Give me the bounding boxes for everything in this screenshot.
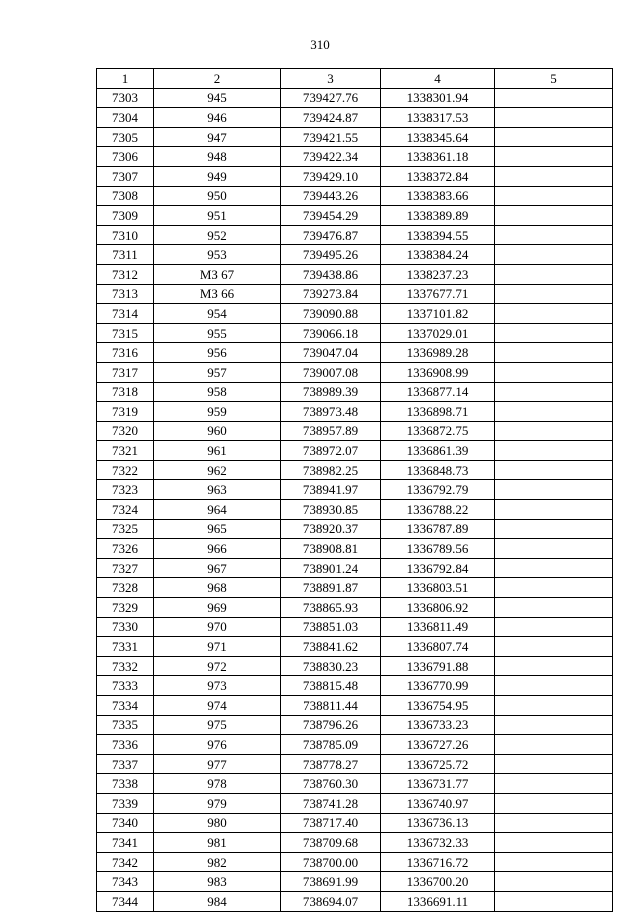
table-row [97, 108, 613, 128]
table-cell: 962 [154, 460, 281, 480]
table-cell: 948 [154, 147, 281, 167]
table-cell [495, 558, 613, 578]
table-cell: 739424.87 [281, 108, 381, 128]
table-cell: 7325 [97, 519, 154, 539]
table-cell: 739090.88 [281, 304, 381, 324]
table-cell: 739421.55 [281, 127, 381, 147]
table-row [97, 578, 613, 598]
table-cell [495, 735, 613, 755]
table-cell: 973 [154, 676, 281, 696]
table-cell: 976 [154, 735, 281, 755]
table-cell: 7310 [97, 225, 154, 245]
table-cell [495, 519, 613, 539]
table-body [97, 88, 613, 911]
table-cell: 1336700.20 [381, 872, 495, 892]
table-cell: 1336789.56 [381, 539, 495, 559]
table-cell: 738815.48 [281, 676, 381, 696]
table-cell: 1338389.89 [381, 206, 495, 226]
table-row [97, 323, 613, 343]
table-cell [495, 598, 613, 618]
table-cell: 7343 [97, 872, 154, 892]
table-row [97, 500, 613, 520]
table-cell: 7338 [97, 774, 154, 794]
table-cell: 7324 [97, 500, 154, 520]
table-cell: 1338317.53 [381, 108, 495, 128]
table-cell: 7339 [97, 793, 154, 813]
table-cell: 978 [154, 774, 281, 794]
table-row [97, 264, 613, 284]
table-cell: 955 [154, 323, 281, 343]
table-cell: 7321 [97, 441, 154, 461]
table-cell: 738901.24 [281, 558, 381, 578]
table-cell: 969 [154, 598, 281, 618]
table-cell: 7307 [97, 166, 154, 186]
table-cell: 7311 [97, 245, 154, 265]
column-header: 2 [154, 69, 281, 89]
table-cell: 977 [154, 754, 281, 774]
table-cell: 738691.99 [281, 872, 381, 892]
table-cell: 7315 [97, 323, 154, 343]
table-cell: МЗ 66 [154, 284, 281, 304]
table-cell: 1336792.79 [381, 480, 495, 500]
table-cell: 739047.04 [281, 343, 381, 363]
table-cell [495, 402, 613, 422]
table-cell: 1336740.97 [381, 793, 495, 813]
table-cell: 7327 [97, 558, 154, 578]
table-cell: 738957.89 [281, 421, 381, 441]
table-cell: 739438.86 [281, 264, 381, 284]
table-cell: 738982.25 [281, 460, 381, 480]
table-cell: 7314 [97, 304, 154, 324]
table-cell: 739429.10 [281, 166, 381, 186]
table-cell [495, 793, 613, 813]
table-cell [495, 891, 613, 911]
table-cell: 1338394.55 [381, 225, 495, 245]
table-cell: 1336770.99 [381, 676, 495, 696]
table-row [97, 362, 613, 382]
table-cell: 7333 [97, 676, 154, 696]
table-cell: 961 [154, 441, 281, 461]
table-cell: 1336733.23 [381, 715, 495, 735]
table-row [97, 441, 613, 461]
table-cell: 1336872.75 [381, 421, 495, 441]
table-row [97, 754, 613, 774]
table-cell: 7335 [97, 715, 154, 735]
table-cell: 1336908.99 [381, 362, 495, 382]
table-cell: 946 [154, 108, 281, 128]
table-cell: 738717.40 [281, 813, 381, 833]
table-cell: 1336727.26 [381, 735, 495, 755]
table-row [97, 343, 613, 363]
table-cell [495, 833, 613, 853]
table-cell: 1336716.72 [381, 852, 495, 872]
table-cell: 1336806.92 [381, 598, 495, 618]
table-cell: 7306 [97, 147, 154, 167]
table-cell [495, 421, 613, 441]
table-row [97, 147, 613, 167]
table-cell: 7344 [97, 891, 154, 911]
table-cell [495, 225, 613, 245]
table-cell [495, 166, 613, 186]
table-cell: 1336754.95 [381, 696, 495, 716]
table-cell: 738796.26 [281, 715, 381, 735]
table-cell: 1338361.18 [381, 147, 495, 167]
table-cell: 1336732.33 [381, 833, 495, 853]
table-cell: 1336848.73 [381, 460, 495, 480]
table-row [97, 696, 613, 716]
table-cell: 7334 [97, 696, 154, 716]
table-cell: 7318 [97, 382, 154, 402]
table-cell: 960 [154, 421, 281, 441]
table-cell: 1337029.01 [381, 323, 495, 343]
table-cell: 983 [154, 872, 281, 892]
column-header: 4 [381, 69, 495, 89]
table-row [97, 891, 613, 911]
table-header-row [97, 69, 613, 89]
table-cell: 1336736.13 [381, 813, 495, 833]
table-cell: 967 [154, 558, 281, 578]
table-row [97, 813, 613, 833]
table-row [97, 558, 613, 578]
table-cell: 7331 [97, 637, 154, 657]
table-row [97, 872, 613, 892]
table-row [97, 715, 613, 735]
table-cell: 7337 [97, 754, 154, 774]
table-cell: 1338383.66 [381, 186, 495, 206]
table-cell: 1337101.82 [381, 304, 495, 324]
table-cell: 738908.81 [281, 539, 381, 559]
table-row [97, 245, 613, 265]
table-cell: 738930.85 [281, 500, 381, 520]
table-cell: 968 [154, 578, 281, 598]
table-cell [495, 480, 613, 500]
table-cell: 7326 [97, 539, 154, 559]
table-cell [495, 774, 613, 794]
table-cell: 954 [154, 304, 281, 324]
table-cell: 1338372.84 [381, 166, 495, 186]
table-cell [495, 656, 613, 676]
table-cell: 738830.23 [281, 656, 381, 676]
table-cell: 1336691.11 [381, 891, 495, 911]
table-cell: 975 [154, 715, 281, 735]
table-row [97, 304, 613, 324]
table-cell: 738700.00 [281, 852, 381, 872]
table-row [97, 460, 613, 480]
table-cell: 982 [154, 852, 281, 872]
table-cell: 7328 [97, 578, 154, 598]
coordinates-table [96, 68, 613, 912]
table-cell: 7341 [97, 833, 154, 853]
table-cell: 980 [154, 813, 281, 833]
table-row [97, 656, 613, 676]
table-cell: 7322 [97, 460, 154, 480]
table-cell: 1336725.72 [381, 754, 495, 774]
table-cell: 7309 [97, 206, 154, 226]
table-cell [495, 284, 613, 304]
table-cell [495, 127, 613, 147]
table-cell: 739427.76 [281, 88, 381, 108]
table-cell [495, 813, 613, 833]
table-cell: 1336787.89 [381, 519, 495, 539]
table-cell: 974 [154, 696, 281, 716]
table-cell: 738841.62 [281, 637, 381, 657]
table-row [97, 617, 613, 637]
table-cell [495, 206, 613, 226]
table-cell [495, 108, 613, 128]
table-row [97, 284, 613, 304]
table-cell: 738785.09 [281, 735, 381, 755]
table-cell: МЗ 67 [154, 264, 281, 284]
table-row [97, 186, 613, 206]
table-cell: 1336792.84 [381, 558, 495, 578]
table-cell: 7319 [97, 402, 154, 422]
table-cell: 1338384.24 [381, 245, 495, 265]
table-cell: 7304 [97, 108, 154, 128]
table-cell: 738741.28 [281, 793, 381, 813]
table-cell: 981 [154, 833, 281, 853]
table-cell: 7323 [97, 480, 154, 500]
table-cell: 7340 [97, 813, 154, 833]
table-row [97, 480, 613, 500]
table-cell: 739007.08 [281, 362, 381, 382]
table-cell [495, 147, 613, 167]
table-cell: 7329 [97, 598, 154, 618]
table-cell: 1336877.14 [381, 382, 495, 402]
table-row [97, 852, 613, 872]
table-cell [495, 539, 613, 559]
table-row [97, 206, 613, 226]
table-cell: 739066.18 [281, 323, 381, 343]
table-cell: 966 [154, 539, 281, 559]
table-cell: 7313 [97, 284, 154, 304]
table-row [97, 421, 613, 441]
table-cell: 951 [154, 206, 281, 226]
table-cell: 958 [154, 382, 281, 402]
table-cell [495, 637, 613, 657]
table-row [97, 833, 613, 853]
table-cell [495, 696, 613, 716]
table-cell: 7303 [97, 88, 154, 108]
table-cell: 959 [154, 402, 281, 422]
table-cell: 738920.37 [281, 519, 381, 539]
table-cell [495, 304, 613, 324]
table-row [97, 676, 613, 696]
table-cell: 984 [154, 891, 281, 911]
table-row [97, 519, 613, 539]
table-cell: 950 [154, 186, 281, 206]
table-cell: 1338237.23 [381, 264, 495, 284]
table-cell [495, 715, 613, 735]
table-cell: 7332 [97, 656, 154, 676]
table-cell: 738989.39 [281, 382, 381, 402]
table-cell [495, 264, 613, 284]
table-row [97, 127, 613, 147]
table-cell: 965 [154, 519, 281, 539]
table-cell [495, 578, 613, 598]
table-cell: 738865.93 [281, 598, 381, 618]
table-cell [495, 500, 613, 520]
table-cell: 738709.68 [281, 833, 381, 853]
table-cell [495, 88, 613, 108]
table-cell: 738941.97 [281, 480, 381, 500]
table-row [97, 225, 613, 245]
table-cell: 739476.87 [281, 225, 381, 245]
table-cell: 7305 [97, 127, 154, 147]
table-cell [495, 617, 613, 637]
column-header: 5 [495, 69, 613, 89]
table-row [97, 793, 613, 813]
table-cell: 1336803.51 [381, 578, 495, 598]
table-cell: 7336 [97, 735, 154, 755]
table-row [97, 88, 613, 108]
table-cell: 952 [154, 225, 281, 245]
table-cell [495, 186, 613, 206]
table-cell: 7317 [97, 362, 154, 382]
table-cell: 739422.34 [281, 147, 381, 167]
table-cell: 738891.87 [281, 578, 381, 598]
table-cell [495, 441, 613, 461]
table-cell: 1338301.94 [381, 88, 495, 108]
table-cell: 970 [154, 617, 281, 637]
table-row [97, 735, 613, 755]
table-row [97, 637, 613, 657]
table-cell: 1336807.74 [381, 637, 495, 657]
table-cell: 7312 [97, 264, 154, 284]
table-cell: 964 [154, 500, 281, 520]
table-cell: 1336731.77 [381, 774, 495, 794]
table-cell: 738851.03 [281, 617, 381, 637]
table-cell: 1336788.22 [381, 500, 495, 520]
table-cell: 738972.07 [281, 441, 381, 461]
table-cell [495, 460, 613, 480]
table-cell: 738811.44 [281, 696, 381, 716]
table-cell: 947 [154, 127, 281, 147]
table-cell: 739495.26 [281, 245, 381, 265]
table-cell [495, 245, 613, 265]
table-cell: 1336791.88 [381, 656, 495, 676]
table-cell [495, 852, 613, 872]
table-cell: 738760.30 [281, 774, 381, 794]
table-row [97, 539, 613, 559]
table-cell [495, 872, 613, 892]
table-cell: 738778.27 [281, 754, 381, 774]
column-header: 3 [281, 69, 381, 89]
table-cell: 738973.48 [281, 402, 381, 422]
table-cell [495, 382, 613, 402]
table-cell [495, 343, 613, 363]
table-cell: 1337677.71 [381, 284, 495, 304]
table-cell: 739454.29 [281, 206, 381, 226]
table-cell [495, 676, 613, 696]
column-header: 1 [97, 69, 154, 89]
table-cell: 956 [154, 343, 281, 363]
table-row [97, 402, 613, 422]
table-cell: 971 [154, 637, 281, 657]
table-cell: 957 [154, 362, 281, 382]
table-row [97, 774, 613, 794]
table-cell: 963 [154, 480, 281, 500]
table-cell: 7342 [97, 852, 154, 872]
table-cell: 739273.84 [281, 284, 381, 304]
table-cell: 1336861.39 [381, 441, 495, 461]
table-cell: 953 [154, 245, 281, 265]
table-cell: 1336811.49 [381, 617, 495, 637]
table-cell: 1336898.71 [381, 402, 495, 422]
table-cell: 738694.07 [281, 891, 381, 911]
table-cell: 7316 [97, 343, 154, 363]
table-row [97, 598, 613, 618]
table-cell: 1336989.28 [381, 343, 495, 363]
table-cell: 7330 [97, 617, 154, 637]
table-row [97, 166, 613, 186]
table-cell: 1338345.64 [381, 127, 495, 147]
table-cell [495, 754, 613, 774]
table-cell: 7320 [97, 421, 154, 441]
table-cell: 739443.26 [281, 186, 381, 206]
table-cell: 949 [154, 166, 281, 186]
table-cell: 972 [154, 656, 281, 676]
page-number: 310 [310, 37, 330, 52]
table-cell: 979 [154, 793, 281, 813]
table-cell [495, 362, 613, 382]
table-cell [495, 323, 613, 343]
table-row [97, 382, 613, 402]
table-cell: 945 [154, 88, 281, 108]
table-cell: 7308 [97, 186, 154, 206]
